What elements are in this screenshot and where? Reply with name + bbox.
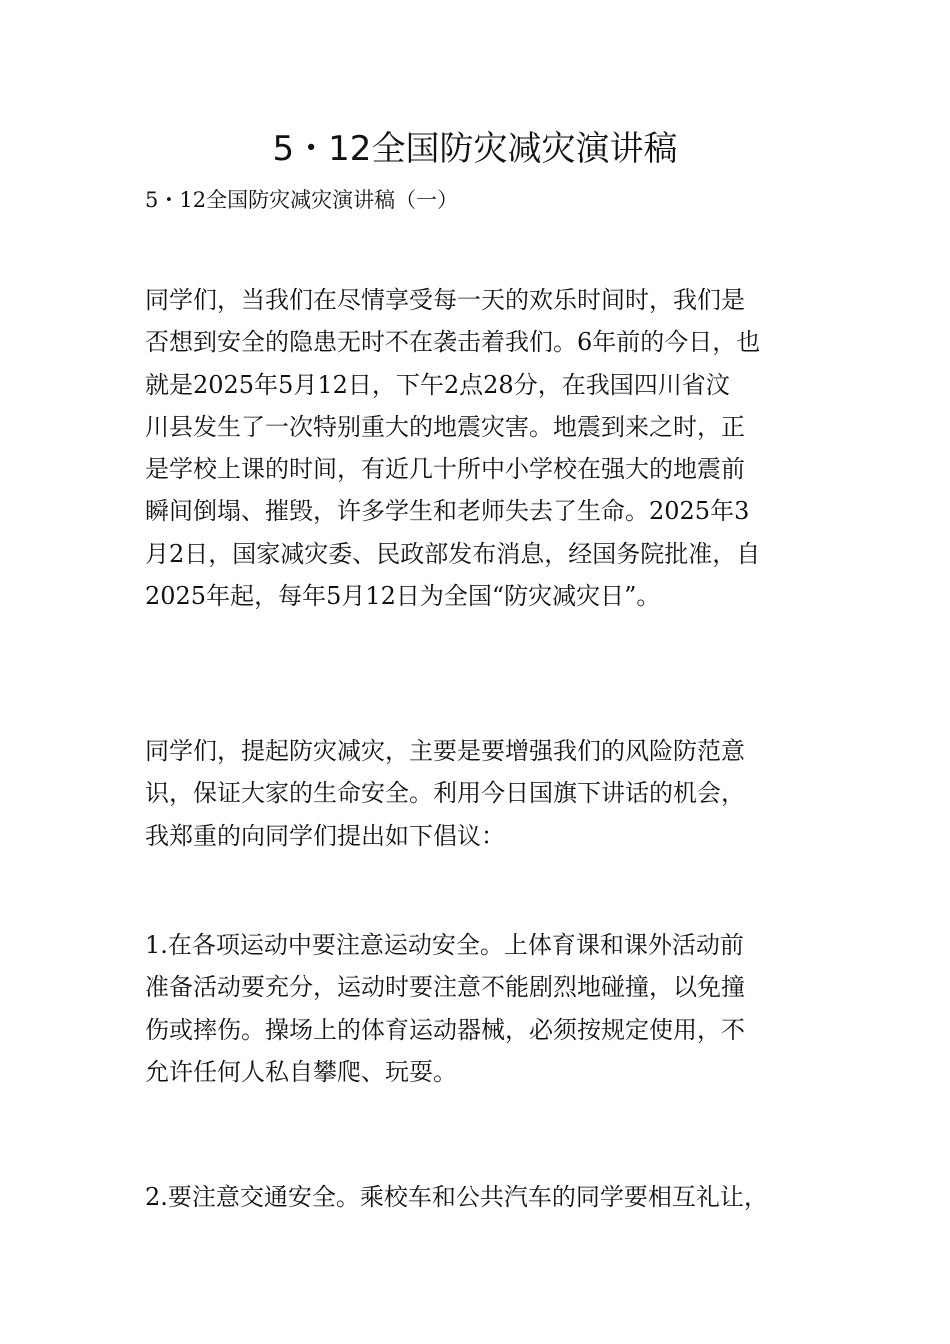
paragraph-4 [145, 1176, 825, 1218]
paragraph-line: 同学们，当我们在尽情享受每一天的欢乐时间时，我们是 [145, 286, 745, 314]
paragraph-line: 同学们，提起防灾减灾，主要是要增强我们的风险防范意 [145, 737, 745, 765]
paragraph-1 [145, 279, 825, 617]
paragraph-line: 伤或摔伤。操场上的体育运动器械，必须按规定使用，不 [145, 1015, 745, 1044]
paragraph-line: 否想到安全的隐患无时不在袭击着我们。6年前的今日，也 [145, 328, 761, 357]
paragraph-line: 瞬间倒塌、摧毁，许多学生和老师失去了生命。2025年3 [145, 497, 750, 526]
document-title: 5・12全国防灾减灾演讲稿 [272, 129, 678, 169]
paragraph-line: 我郑重的向同学们提出如下倡议： [145, 821, 505, 850]
paragraph-line: 川县发生了一次特别重大的地震灾害。地震到来之时，正 [145, 412, 745, 441]
paragraph-line: 是学校上课的时间，有近几十所中小学校在强大的地震前 [145, 455, 745, 484]
paragraph-line: 允许任何人私自攀爬、玩耍。 [145, 1057, 457, 1086]
paragraph-line: 准备活动要充分，运动时要注意不能剧烈地碰撞，以免撞 [145, 973, 745, 1002]
paragraph-2 [145, 730, 825, 857]
paragraph-line: 2025年起，每年5月12日为全国“防灾减灾日”。 [145, 582, 661, 611]
paragraph-line: 2.要注意交通安全。乘校车和公共汽车的同学要相互礼让， [145, 1183, 768, 1211]
paragraph-line: 月2日，国家减灾委、民政部发布消息，经国务院批准，自 [145, 539, 761, 568]
paragraph-line: 1.在各项运动中要注意运动安全。上体育课和课外活动前 [145, 931, 744, 959]
document-subtitle: 5・12全国防灾减灾演讲稿（一） [145, 188, 459, 212]
paragraph-line: 就是2025年5月12日，下午2点28分，在我国四川省汶 [145, 370, 730, 399]
paragraph-line: 识，保证大家的生命安全。利用今日国旗下讲话的机会， [145, 779, 745, 808]
paragraph-3 [145, 924, 825, 1093]
